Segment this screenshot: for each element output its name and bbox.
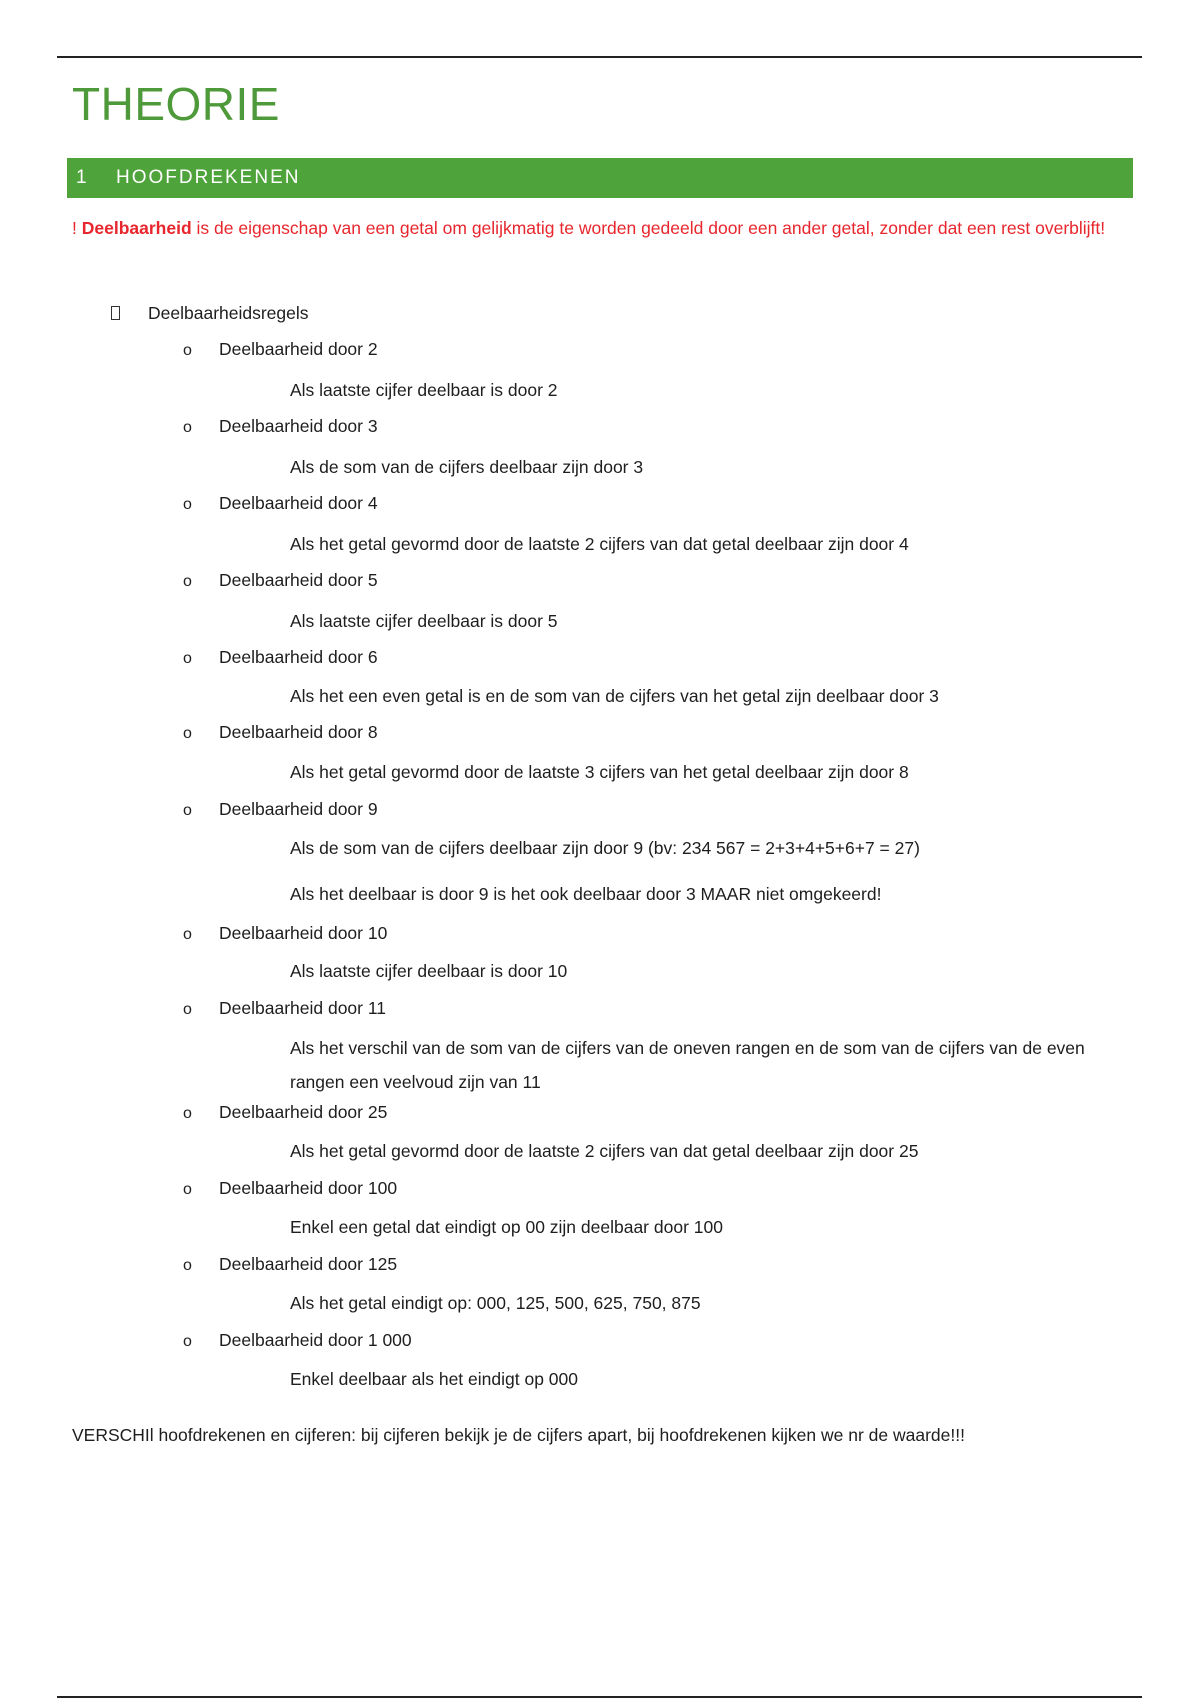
circle-bullet-icon: o bbox=[183, 573, 192, 590]
rule-description: Als het getal gevormd door de laatste 2 cijfers van dat getal deelbaar zijn door 4 bbox=[290, 534, 909, 554]
section-label: HOOFDREKENEN bbox=[116, 167, 301, 188]
circle-bullet-icon: o bbox=[183, 1181, 192, 1198]
rule-description: Als laatste cijfer deelbaar is door 10 bbox=[290, 961, 568, 981]
rule-description: Enkel een getal dat eindigt op 00 zijn deelbaar door 100 bbox=[290, 1217, 723, 1237]
circle-bullet-icon: o bbox=[183, 1257, 192, 1274]
footer-note: VERSCHIl hoofdrekenen en cijferen: bij cijferen bekijk je de cijfers apart, bij hoofdrekenen kijken we nr de waarde!!! bbox=[72, 1425, 965, 1445]
circle-bullet-icon: o bbox=[183, 496, 192, 513]
rule-description: Als de som van de cijfers deelbaar zijn door 9 (bv: 234 567 = 2+3+4+5+6+7 = 27) bbox=[290, 838, 920, 858]
section-heading bbox=[67, 158, 1133, 198]
circle-bullet-icon: o bbox=[183, 342, 192, 359]
rule-description: Als de som van de cijfers deelbaar zijn door 3 bbox=[290, 457, 644, 477]
rule-title: o Deelbaarheid door 9 bbox=[183, 797, 378, 823]
circle-bullet-icon: o bbox=[183, 419, 192, 436]
definition-term: Deelbaarheid bbox=[81, 218, 192, 238]
rule-title: o Deelbaarheid door 1 000 bbox=[183, 1328, 412, 1354]
rule-title: o Deelbaarheid door 125 bbox=[183, 1252, 397, 1278]
rule-title: o Deelbaarheid door 8 bbox=[183, 720, 378, 746]
rule-title: o Deelbaarheid door 100 bbox=[183, 1176, 397, 1202]
rules-heading bbox=[108, 300, 309, 326]
square-bullet-icon bbox=[111, 306, 120, 320]
circle-bullet-icon: o bbox=[183, 926, 192, 943]
circle-bullet-icon: o bbox=[183, 802, 192, 819]
bottom-rule bbox=[57, 1696, 1142, 1698]
page-title: THEORIE bbox=[72, 78, 280, 130]
rule-title: o Deelbaarheid door 2 bbox=[183, 337, 378, 363]
circle-bullet-icon: o bbox=[183, 1001, 192, 1018]
rule-title: o Deelbaarheid door 6 bbox=[183, 645, 378, 671]
rule-description: Enkel deelbaar als het eindigt op 000 bbox=[290, 1369, 578, 1389]
rule-description: Als het getal gevormd door de laatste 2 cijfers van dat getal deelbaar zijn door 25 bbox=[290, 1141, 919, 1161]
rule-title: o Deelbaarheid door 5 bbox=[183, 568, 378, 594]
circle-bullet-icon: o bbox=[183, 650, 192, 667]
rule-description: Als laatste cijfer deelbaar is door 5 bbox=[290, 611, 558, 631]
rule-description: Als het getal gevormd door de laatste 3 cijfers van het getal deelbaar zijn door 8 bbox=[290, 762, 909, 782]
definition-text: is de eigenschap van een getal om gelijkmatig te worden gedeeld door een ander getal, zonder dat een rest overblijft! bbox=[191, 218, 1106, 238]
rule-description: Als het getal eindigt op: 000, 125, 500, 625, 750, 875 bbox=[290, 1293, 701, 1313]
rule-description: Als laatste cijfer deelbaar is door 2 bbox=[290, 380, 558, 400]
top-rule bbox=[57, 56, 1142, 58]
definition-prefix: ! bbox=[72, 218, 82, 238]
rule-description: Als het verschil van de som van de cijfers van de oneven rangen en de som van de cijfers van de even rangen een veelvoud zijn van 11 bbox=[290, 1038, 1085, 1092]
rule-title: o Deelbaarheid door 10 bbox=[183, 921, 387, 947]
definition-paragraph bbox=[72, 214, 1132, 242]
rule-title: o Deelbaarheid door 3 bbox=[183, 414, 378, 440]
rule-title: o Deelbaarheid door 25 bbox=[183, 1100, 387, 1126]
rule-description: Als het een even getal is en de som van de cijfers van het getal zijn deelbaar door 3 bbox=[290, 686, 939, 706]
section-number: 1 bbox=[76, 167, 89, 188]
rules-heading-label: Deelbaarheidsregels bbox=[148, 303, 309, 323]
circle-bullet-icon: o bbox=[183, 1105, 192, 1122]
rule-description: Als het deelbaar is door 9 is het ook deelbaar door 3 MAAR niet omgekeerd! bbox=[290, 884, 882, 904]
circle-bullet-icon: o bbox=[183, 1333, 192, 1350]
rule-title: o Deelbaarheid door 11 bbox=[183, 996, 386, 1022]
circle-bullet-icon: o bbox=[183, 725, 192, 742]
rule-title: o Deelbaarheid door 4 bbox=[183, 491, 378, 517]
